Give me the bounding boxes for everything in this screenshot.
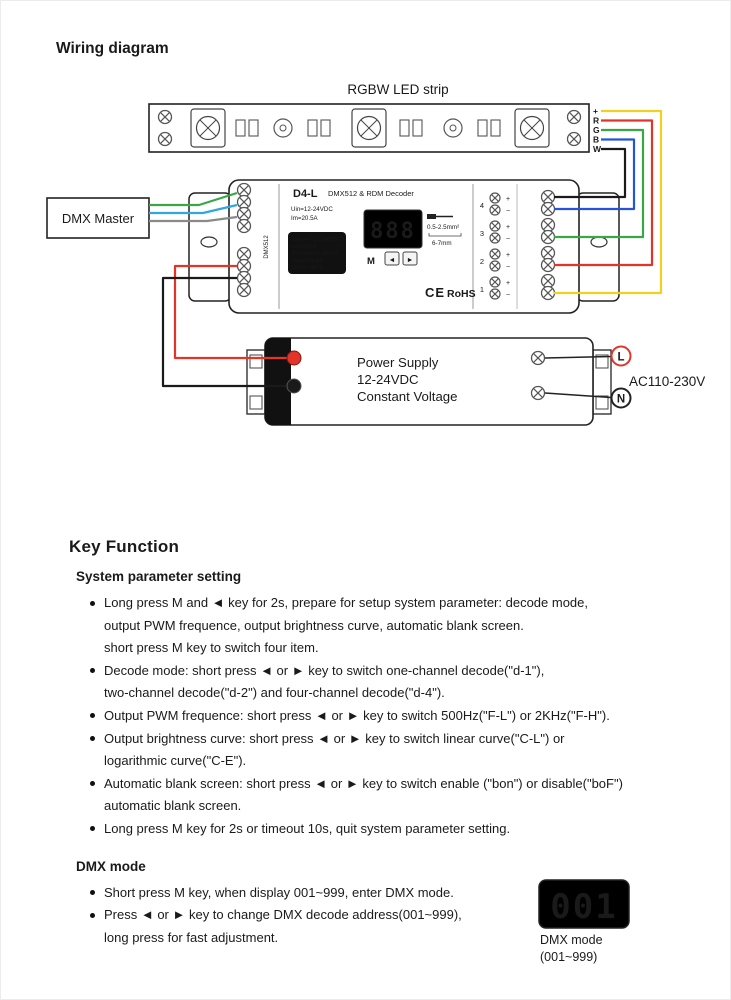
bullet-marker xyxy=(90,736,95,741)
seven-segment-display xyxy=(538,879,630,929)
dc-plus-dot xyxy=(287,351,301,365)
polarity-label: − xyxy=(505,208,511,215)
pin-label: G xyxy=(593,125,600,135)
bullet-line: Output brightness curve: short press ◄ or ► key to switch linear curve("C-L") or xyxy=(104,730,565,746)
power-supply xyxy=(247,338,611,425)
system-bullet-list xyxy=(90,592,714,841)
bullet-line: Short press M key, when display 001~999, enter DMX mode. xyxy=(104,884,454,900)
bullet-marker xyxy=(90,713,95,718)
pin-label: + xyxy=(593,106,598,116)
bullet-marker xyxy=(90,781,95,786)
decoder-display-value: 888 xyxy=(370,219,416,244)
polarity-label: + xyxy=(505,252,511,259)
next-button-icon: ► xyxy=(406,257,414,264)
strip-screw-icon xyxy=(159,111,172,124)
dmx-address-value: 001 xyxy=(550,887,618,927)
prev-button-icon: ◄ xyxy=(388,257,396,264)
polarity-label: + xyxy=(505,196,511,203)
strip-screw-icon xyxy=(568,133,581,146)
bullet-line: automatic blank screen. xyxy=(104,798,242,814)
port-label: DMX512 xyxy=(264,235,270,259)
bullet-line: Output PWM frequence: short press ◄ or ► key to switch 500Hz("F-L") or 2KHz("F-H"). xyxy=(104,707,610,723)
wire-gauge-label: 0.5-2.5mm² xyxy=(427,224,460,231)
led-chip-icon xyxy=(191,109,225,147)
psu-line: Power Supply xyxy=(357,355,439,370)
strip-screw-icon xyxy=(568,111,581,124)
system-parameter-heading: System parameter setting xyxy=(76,569,242,584)
bullet-line: Long press M and ◄ key for 2s, prepare for setup system parameter: decode mode, xyxy=(104,595,588,610)
strip-length-label: 6-7mm xyxy=(432,240,452,247)
rating-line: -30°C~+55°C xyxy=(292,265,324,271)
bullet-line: output PWM frequence, output brightness curve, automatic blank screen. xyxy=(104,617,524,633)
polarity-label: − xyxy=(505,264,511,271)
polarity-label: + xyxy=(505,280,511,287)
input-spec: Im=20.5A xyxy=(291,215,318,222)
bullet-line: two-channel decode("d-2") and four-channel decode("d-4"). xyxy=(104,685,445,701)
decoder-name: DMX512 & RDM Decoder xyxy=(328,189,414,198)
bullet-marker xyxy=(90,913,95,918)
component-icon xyxy=(444,119,462,137)
dmx-caption-line: DMX mode xyxy=(540,933,603,947)
rating-line: Pout=4×(60-120)W xyxy=(292,251,338,257)
pin-label: R xyxy=(593,115,600,126)
dmx-master-box xyxy=(47,198,149,238)
power-supply-body xyxy=(265,338,593,425)
mount-hole-icon xyxy=(591,237,607,247)
live-label: L xyxy=(617,351,625,364)
rohs-mark: RoHS xyxy=(447,288,476,300)
bullet-marker xyxy=(90,826,95,831)
wiring-title: Wiring diagram xyxy=(56,40,169,57)
polarity-label: − xyxy=(505,236,511,243)
psu-screw-icon xyxy=(532,387,545,400)
bullet-marker xyxy=(90,668,95,673)
dmx-address-display xyxy=(538,879,630,929)
decoder-display xyxy=(364,210,422,248)
list-item xyxy=(90,660,714,705)
mount-hole-icon xyxy=(201,237,217,247)
polarity-label: − xyxy=(505,292,511,299)
bullet-line: Press ◄ or ► key to change DMX decode address(001~999), xyxy=(104,907,462,923)
led-chip-icon xyxy=(515,109,549,147)
strip-screw-icon xyxy=(159,133,172,146)
mount-ear-icon xyxy=(593,350,611,414)
mount-ear-icon xyxy=(247,350,265,414)
psu-screw-icon xyxy=(532,352,545,365)
bullet-marker xyxy=(90,601,95,606)
strip-pin-labels xyxy=(593,106,602,154)
dmx-mode-heading: DMX mode xyxy=(76,858,146,874)
key-function-title: Key Function xyxy=(69,537,180,556)
led-strip-label: RGBW LED strip xyxy=(347,82,449,97)
channel-label: 1 xyxy=(479,285,485,294)
bullet-line: short press M key to switch four item. xyxy=(104,640,319,656)
rating-line: Temp Range xyxy=(292,258,323,264)
bullet-line: logarithmic curve("C-E"). xyxy=(104,753,247,769)
neutral-label: N xyxy=(616,393,626,406)
list-item xyxy=(90,728,714,773)
bullet-marker xyxy=(90,890,95,895)
bullet-line: Decode mode: short press ◄ or ► key to switch one-channel decode("d-1"), xyxy=(104,662,545,678)
bullet-line: Automatic blank screen: short press ◄ or ► key to switch enable ("bon") or disable("boF") xyxy=(104,775,623,791)
pin-label: B xyxy=(593,134,600,145)
pin-label: W xyxy=(593,144,602,154)
decoder-model: D4-L xyxy=(293,188,318,200)
channel-label: 3 xyxy=(479,229,485,238)
led-chip-icon xyxy=(352,109,386,147)
input-spec: Uin=12-24VDC xyxy=(291,206,333,213)
component-icon xyxy=(274,119,292,137)
ac-voltage-label: AC110-230V xyxy=(629,374,706,389)
channel-label: 2 xyxy=(479,257,485,266)
list-item xyxy=(90,773,714,818)
led-strip xyxy=(149,104,589,152)
rating-badge xyxy=(288,232,346,274)
wiring-diagram xyxy=(1,1,731,531)
list-item xyxy=(90,818,714,841)
dmx-caption-line: (001~999) xyxy=(540,950,598,964)
channel-label: 4 xyxy=(479,201,485,210)
dc-minus-dot xyxy=(287,379,301,393)
bullet-line: Long press M key for 2s or timeout 10s, quit system parameter setting. xyxy=(104,820,511,836)
psu-line: 12-24VDC xyxy=(357,372,419,387)
dmx-master-label: DMX Master xyxy=(61,211,135,226)
psu-line: Constant Voltage xyxy=(357,389,458,404)
polarity-label: + xyxy=(505,224,511,231)
list-item xyxy=(90,592,714,660)
list-item xyxy=(90,705,714,728)
m-button-label: M xyxy=(367,256,375,267)
bullet-line: long press for fast adjustment. xyxy=(104,929,279,945)
rating-line: Uout=4×(12-24)VDC xyxy=(292,237,341,243)
rating-line: Iout=4×5A xyxy=(292,244,317,250)
ce-mark: CE xyxy=(425,285,446,300)
dmx-display-caption xyxy=(540,932,603,966)
